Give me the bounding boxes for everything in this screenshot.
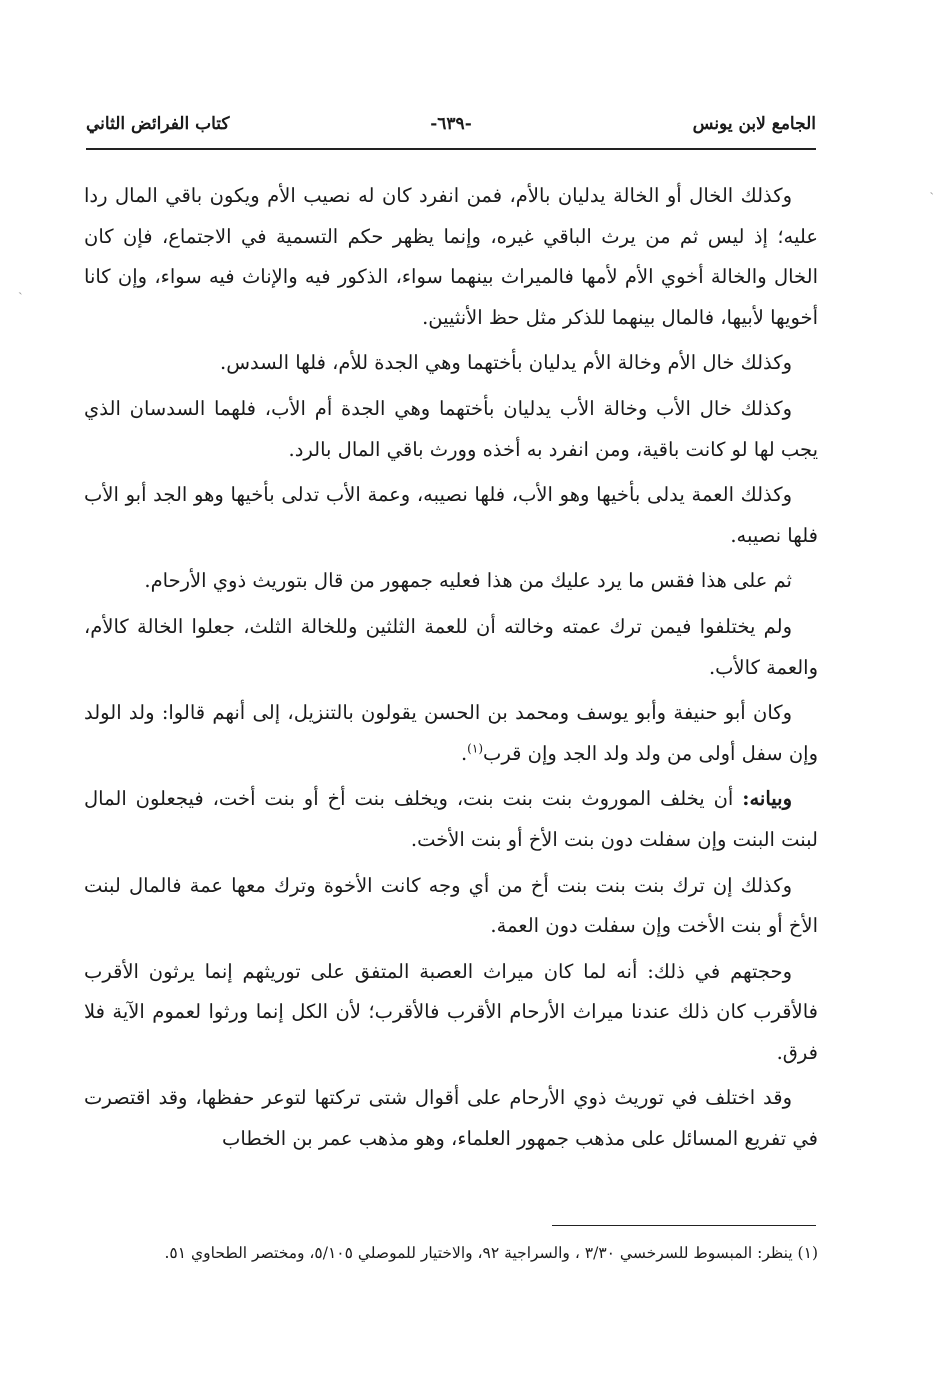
paragraph-7 xyxy=(84,693,818,774)
paragraph-10 xyxy=(84,952,818,1074)
paragraph-6 xyxy=(84,607,818,688)
paragraph-11 xyxy=(84,1078,818,1159)
paragraph-text: وكذلك خال الأب وخالة الأب يدليان بأختهما وهي الجدة أم الأب، فلهما السدسان الذي يجب لها لو كانت باقية، ومن انفرد به أخذه وورث باقي المال بالرد. xyxy=(84,396,818,461)
paragraph-text: وكان أبو حنيفة وأبو يوسف ومحمد بن الحسن يقولون بالتنزيل، إلى أنهم قالوا: ولد الولد وإن سفل أولى من ولد ولد الجد وإن قرب xyxy=(84,701,818,765)
paragraph-text: وكذلك العمة يدلى بأخيها وهو الأب، فلها نصيبه، وعمة الأب تدلى بأخيها وهو الجد أبو الأب فلها نصيبه. xyxy=(84,483,818,547)
header-rule xyxy=(86,148,816,150)
footnote-rule xyxy=(552,1225,816,1226)
paragraph-text: ثم على هذا فقس ما يرد عليك من هذا فعليه جمهور من قال بتوريث ذوي الأرحام. xyxy=(144,569,792,593)
paragraph-8 xyxy=(84,779,818,860)
header-page-number: -٦٣٩- xyxy=(430,114,472,134)
paragraph-text: وكذلك خال الأم وخالة الأم يدليان بأختهما وهي الجدة للأم، فلها السدس. xyxy=(220,351,792,375)
scan-mark: ˴ xyxy=(929,184,934,200)
paragraph-3 xyxy=(84,389,818,470)
paragraph-text: وحجتهم في ذلك: أنه لما كان ميراث العصبة المتفق على توريثهم إنما يرثون الأقرب فالأقرب كان ذلك عندنا ميراث الأرحام الأقرب فالأقرب؛ لأن الكل إنما ورثوا لعموم الآية فلا فرق. xyxy=(84,959,818,1064)
footnote-reference[interactable]: (١) xyxy=(467,741,483,756)
paragraph-5 xyxy=(84,561,818,602)
paragraph-text: ولم يختلفوا فيمن ترك عمته وخالته أن للعمة الثلثين وللخالة الثلث، جعلوا الخالة كالأم، والعمة كالأب. xyxy=(84,614,818,679)
paragraph-text-end: . xyxy=(460,741,468,765)
header-section-title: كتاب الفرائض الثاني xyxy=(86,114,230,134)
header-book-title: الجامع لابن يونس xyxy=(692,114,816,134)
paragraph-text: وقد اختلف في توريث ذوي الأرحام على أقوال شتى تركتها لتوعر حفظها، وقد اقتصرت في تفريع المسائل على مذهب جمهور العلماء، وهو مذهب عمر بن الخطاب xyxy=(84,1086,818,1151)
paragraph-9 xyxy=(84,866,818,947)
footnote-1: (١) ينظر: المبسوط للسرخسي ٣/٣٠ ، والسراجية ٩٢، والاختيار للموصلي ٥/١٠٥، ومختصر الطحاوي ٥١. xyxy=(164,1244,818,1262)
body-text xyxy=(84,176,818,1160)
paragraph-2 xyxy=(84,343,818,384)
paragraph-text: وكذلك الخال أو الخالة يدليان بالأم، فمن انفرد كان له نصيب الأم ويكون باقي المال ردا عليه؛ إذ ليس ثم من يرث الباقي غيره، وإنما يظهر حكم التسمية في الاجتماع، فإن كان الخال والخالة أخوي الأم لأمها فالميراث بينهما سواء، الذكور فيه والإناث فيه سواء، وإن كانا أخويها لأبيها، فالمال بينهما للذكر مثل حظ الأنثيين. xyxy=(84,184,818,329)
paragraph-lead: وبيانه: xyxy=(742,787,792,811)
running-header xyxy=(86,114,816,144)
paragraph-4 xyxy=(84,475,818,556)
scan-mark: ˴ xyxy=(18,284,23,300)
paragraph-text: أن يخلف الموروث بنت بنت بنت، ويخلف بنت أخ أو بنت أخت، فيجعلون المال لبنت البنت وإن سفلت دون بنت الأخ أو بنت الأخت. xyxy=(84,787,818,851)
paragraph-text: وكذلك إن ترك بنت بنت بنت أخ من أي وجه كانت الأخوة وترك معها عمة فالمال لبنت الأخ أو بنت الأخت وإن سفلت دون العمة. xyxy=(84,873,818,938)
footnotes xyxy=(84,1240,818,1266)
paragraph-1 xyxy=(84,176,818,338)
